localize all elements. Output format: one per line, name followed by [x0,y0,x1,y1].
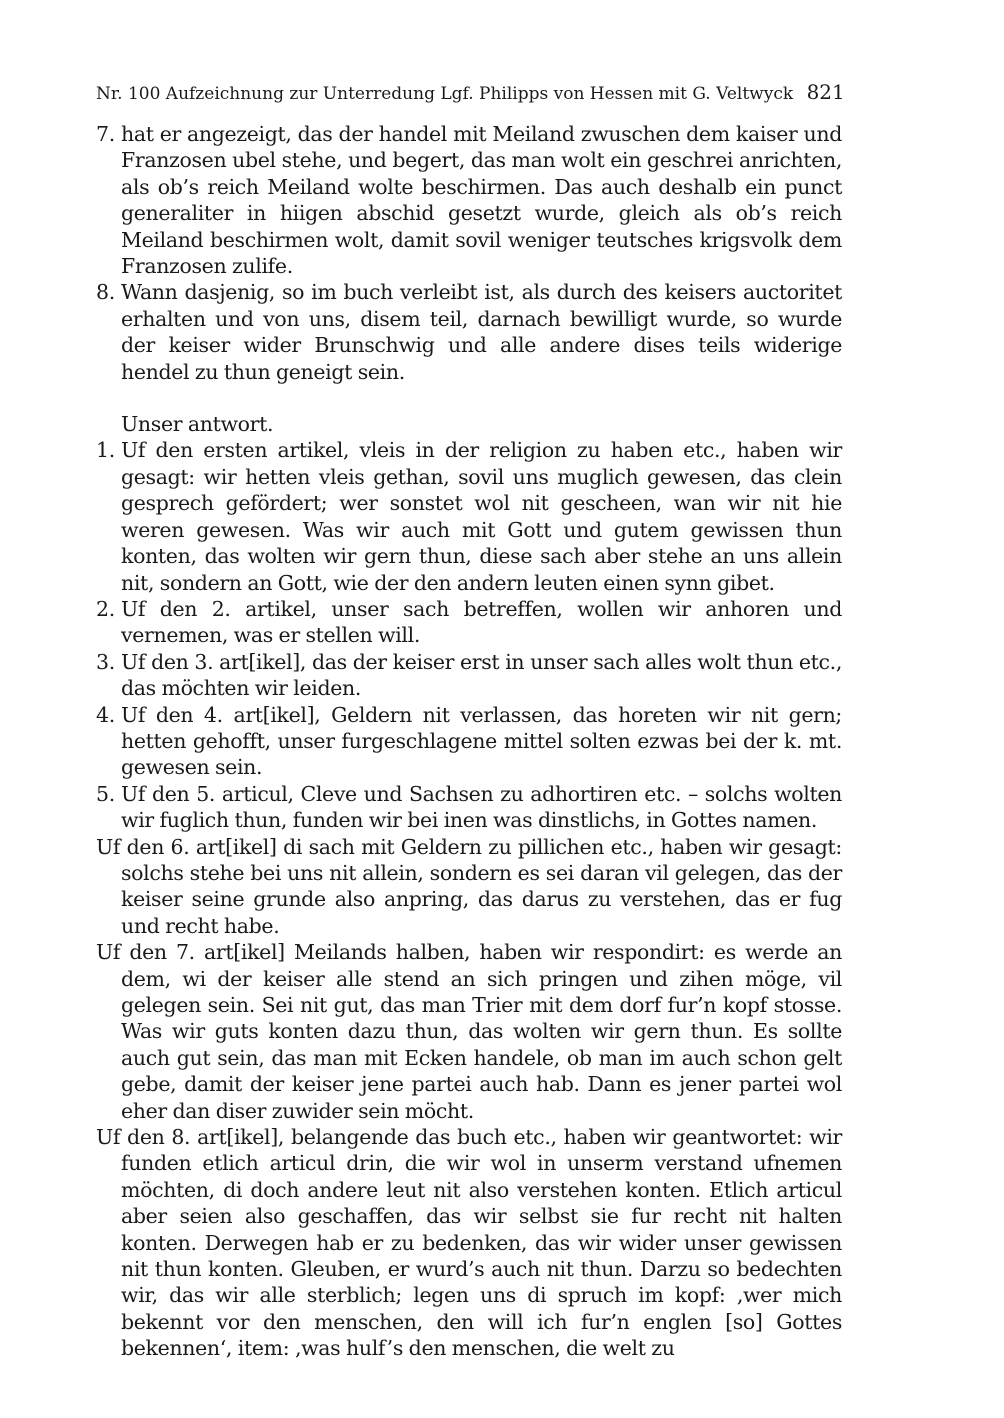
page-number: 821 [806,80,845,104]
answer-text: Uf den 3. art[ikel], das der keiser erst in unser sach alles wolt thun etc., das möchten wir leiden. [121,649,842,701]
answer-heading: Unser antwort. [121,412,274,437]
paragraph-article-7: Uf den 7. art[ikel] Meilands halben, haben wir respondirt: es werde an dem, wi der keiser alle stend an sich pringen und zihen möge, vil gelegen sein. Sei nit gut, das man Trier mit dem dorf fur’n kopf stosse. Was wir guts konten dazu thun, das wolten wir gern thun. Es sollte auch gut sein, das man mit Ecken handele, ob man im auch schon gelt gebe, damit der keiser jene partei auch hab. Dann es jener partei wol eher dan diser zuwider sein möcht. [96,940,842,1123]
point-8 [96,279,842,385]
answer-5 [96,781,842,834]
answer-number: 3. [96,649,115,674]
running-header [96,80,845,106]
answer-number: 4. [96,702,115,727]
answer-number: 2. [96,596,115,621]
answer-4 [96,702,842,781]
answer-number: 1. [96,438,115,463]
point-text: hat er angezeigt, das der handel mit Meiland zwuschen dem kaiser und Franzosen ubel stehe, und begert, das man wolt ein geschrei anrichten, als ob’s reich Meiland wolte beschirmen. Das auch deshalb ein punct generaliter in hiigen abschid gesetzt wurde, gleich als ob’s reich Meiland beschirmen wolt, damit sovil weniger teutsches krigsvolk dem Franzosen zulife. [121,122,842,279]
point-number: 8. [96,280,115,305]
paragraph-article-8: Uf den 8. art[ikel], belangende das buch etc., haben wir geantwortet: wir funden etlich articul drin, die wir wol in unserm verstand ufnemen möchten, di doch andere leut nit also verstehen konten. Etlich articul aber seien also geschaffen, das wir selbst sie fur recht nit halten konten. Derwegen hab er zu bedenken, das wir wider unser gewissen nit thun konten. Gleuben, er wurd’s auch nit thun. Darzu so bedechten wir, das wir alle sterblich; legen uns di spruch im kopf: ‚wer mich bekennt vor den menschen, den will ich fur’n englen [so] Gottes bekennen‘, item: ‚was hulf’s den menschen, die welt zu [96,1125,842,1361]
answer-text: Uf den 2. artikel, unser sach betreffen, wollen wir anhoren und vernemen, was er stellen will. [121,596,842,648]
answer-number: 5. [96,781,115,806]
page-body [96,121,842,1362]
point-7 [96,121,842,279]
answer-1 [96,437,842,595]
paragraph-article-6: Uf den 6. art[ikel] di sach mit Geldern zu pillichen etc., haben wir gesagt: solchs stehe bei uns nit allein, sondern es sei daran vil gelegen, das der keiser seine grunde also anpring, das darus zu verstehen, das er fug und recht habe. [96,834,842,938]
running-title: Nr. 100 Aufzeichnung zur Unterredung Lgf. Philipps von Hessen mit G. Veltwyck [96,84,794,104]
answer-2 [96,596,842,649]
answer-text: Uf den 5. articul, Cleve und Sachsen zu adhortiren etc. – solchs wolten wir fuglich thun, funden wir bei inen was dinstlichs, in Gottes namen. [121,781,842,833]
answer-text: Uf den ersten artikel, vleis in der religion zu haben etc., haben wir gesagt: wir hetten vleis gethan, sovil uns muglich gewesen, das clein gesprech gefördert; wer sonstet wol nit gescheen, wan wir nit hie weren gewesen. Was wir auch mit Gott und gutem gewissen thun konten, das wolten wir gern thun, diese sach aber stehe an uns allein nit, sondern an Gott, wie der den andern leuten einen synn gibet. [121,438,842,595]
point-number: 7. [96,122,115,146]
answer-text: Uf den 4. art[ikel], Geldern nit verlassen, das horeten wir nit gern; hetten gehofft, unser furgeschlagene mittel solten ezwas bei der k. mt. gewesen sein. [121,702,842,780]
answer-3 [96,649,842,702]
point-text: Wann dasjenig, so im buch verleibt ist, als durch des keisers auctoritet erhalten und von uns, disem teil, darnach bewilligt wurde, so wurde der keiser wider Brunschwig und alle andere dises teils widerige hendel zu thun geneigt sein. [121,280,842,384]
